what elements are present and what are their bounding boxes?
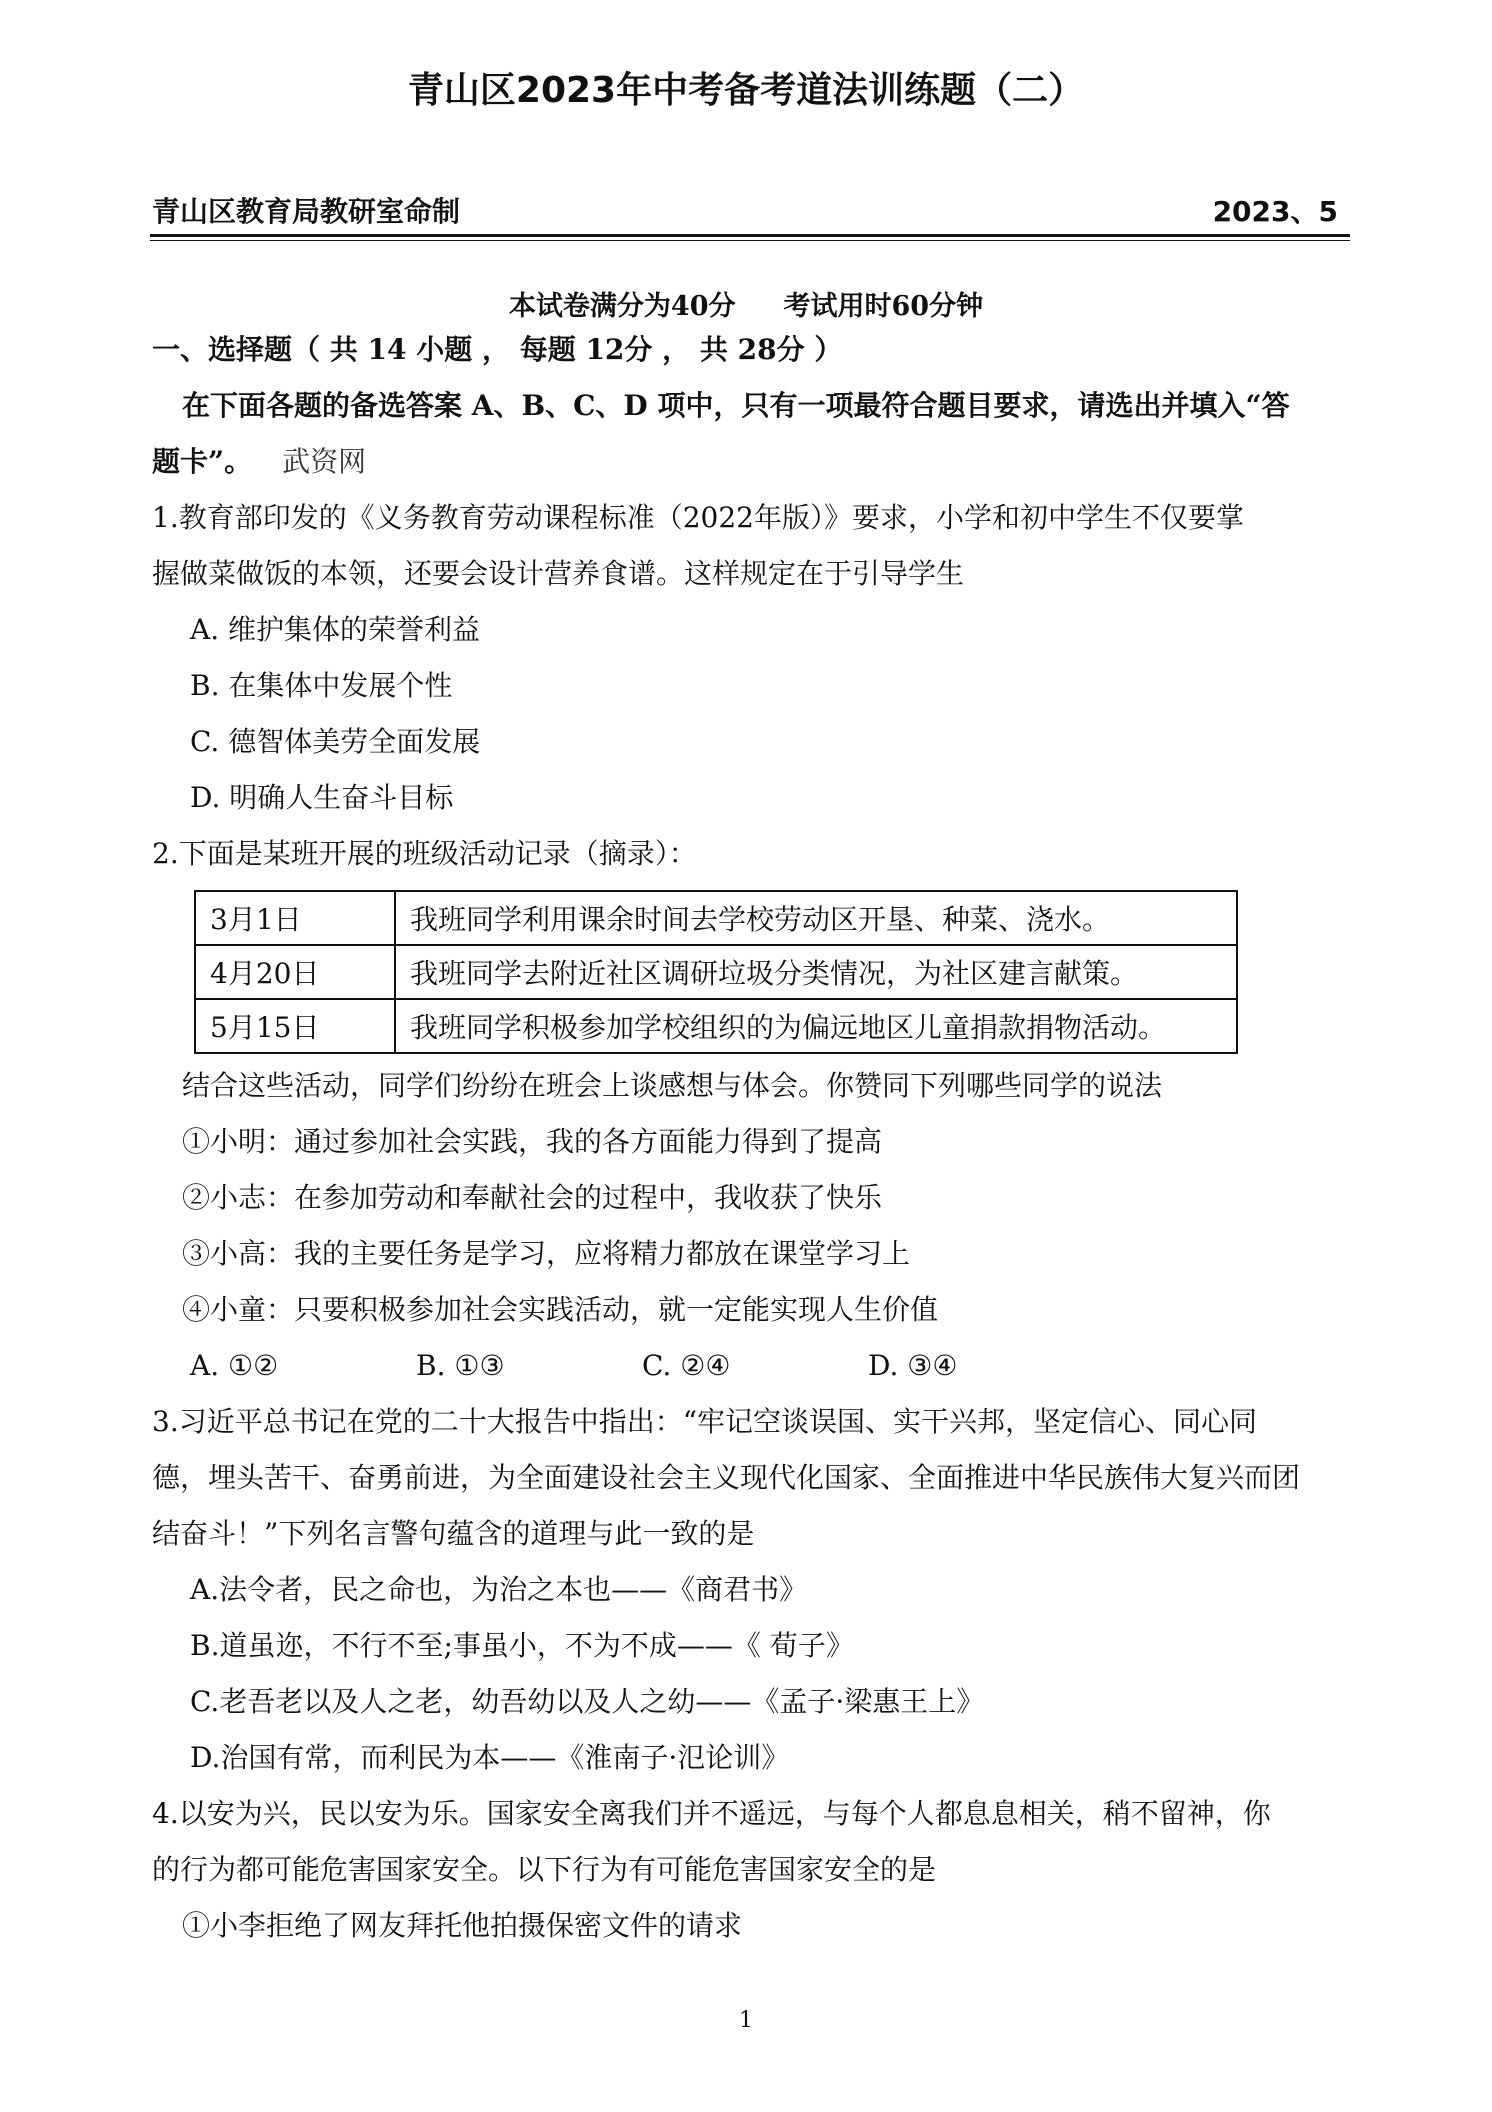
q2-statement-4: ④小童：只要积极参加社会实践活动，就一定能实现人生价值: [182, 1293, 939, 1326]
section-heading: 一、选择题（ 共 14 小题 ， 每题 12分 ， 共 28分 ）: [152, 333, 843, 366]
record-event: 我班同学去附近社区调研垃圾分类情况，为社区建言献策。: [395, 945, 1237, 999]
q3-stem-2: 德，埋头苦干、奋勇前进，为全面建设社会主义现代化国家、全面推进中华民族伟大复兴而团: [152, 1461, 1301, 1494]
q2-option-b: B. ①③: [416, 1349, 505, 1382]
page-title: 青山区2023年中考备考道法训练题（二）: [407, 70, 1085, 111]
time-info: 考试用时60分钟: [783, 291, 984, 322]
q3-option-d: D.治国有常，而利民为本——《淮南子·氾论训》: [190, 1741, 790, 1774]
page-number: 1: [739, 2008, 753, 2033]
q1-option-b: B. 在集体中发展个性: [190, 669, 453, 702]
q2-statement-1: ①小明：通过参加社会实践，我的各方面能力得到了提高: [182, 1125, 883, 1158]
instruction-line-1: 在下面各题的备选答案 A、B、C、D 项中，只有一项最符合题目要求，请选出并填入“答: [182, 389, 1290, 422]
q2-statement-3: ③小高：我的主要任务是学习，应将精力都放在课堂学习上: [182, 1237, 911, 1270]
q4-stem-1: 4.以安为兴，民以安为乐。国家安全离我们并不遥远，与每个人都息息相关，稍不留神，你: [152, 1797, 1271, 1830]
q3-stem-1: 3.习近平总书记在党的二十大报告中指出：“牢记空谈误国、实干兴邦，坚定信心、同心同: [152, 1405, 1258, 1438]
q2-stem: 2.下面是某班开展的班级活动记录（摘录）：: [152, 837, 697, 870]
q1-option-a: A. 维护集体的荣誉利益: [190, 613, 481, 646]
q4-statement-1: ①小李拒绝了网友拜托他拍摄保密文件的请求: [182, 1909, 743, 1942]
q4-stem-2: 的行为都可能危害国家安全。以下行为有可能危害国家安全的是: [152, 1853, 937, 1886]
record-date: 4月20日: [195, 945, 395, 999]
q3-option-b: B.道虽迩，不行不至;事虽小，不为不成——《 荀子》: [190, 1629, 854, 1662]
q1-stem-2: 握做菜做饭的本领，还要会设计营养食谱。这样规定在于引导学生: [152, 557, 965, 590]
table-row: [195, 945, 1237, 999]
header-row: [152, 190, 1338, 230]
exam-body: [152, 322, 1338, 1954]
q2-options: [152, 1338, 1338, 1394]
exam-info: [0, 284, 1492, 323]
instruction-line-2: 题卡”。: [152, 445, 253, 478]
instruction-line-2-row: [152, 434, 1338, 490]
q3-option-c: C.老吾老以及人之老，幼吾幼以及人之幼——《孟子·梁惠王上》: [190, 1685, 985, 1718]
score-info: 本试卷满分为40分: [508, 291, 736, 322]
header-rule-thin: [150, 240, 1350, 241]
q2-prompt: 结合这些活动，同学们纷纷在班会上谈感想与体会。你赞同下列哪些同学的说法: [182, 1069, 1163, 1102]
q3-option-a: A.法令者，民之命也，为治之本也——《商君书》: [190, 1573, 808, 1606]
record-event: 我班同学利用课余时间去学校劳动区开垦、种菜、浇水。: [395, 891, 1237, 945]
q2-option-c: C. ②④: [642, 1349, 731, 1382]
header-date: 2023、5: [1212, 195, 1338, 228]
table-row: [195, 999, 1237, 1053]
q2-option-d: D. ③④: [868, 1349, 958, 1382]
header-rule-thick: [150, 234, 1350, 237]
record-event: 我班同学积极参加学校组织的为偏远地区儿童捐款捐物活动。: [395, 999, 1237, 1053]
q1-option-d: D. 明确人生奋斗目标: [190, 781, 454, 814]
activity-record-table: [194, 890, 1238, 1054]
q1-stem-1: 1.教育部印发的《义务教育劳动课程标准（2022年版）》要求，小学和初中学生不仅要掌: [152, 501, 1244, 534]
record-date: 5月15日: [195, 999, 395, 1053]
watermark-text: 武资网: [282, 445, 367, 478]
table-row: [195, 891, 1237, 945]
q3-stem-3: 结奋斗！”下列名言警句蕴含的道理与此一致的是: [152, 1517, 755, 1550]
q2-option-a: A. ①②: [190, 1349, 279, 1382]
q2-statement-2: ②小志：在参加劳动和奉献社会的过程中，我收获了快乐: [182, 1181, 883, 1214]
q1-option-c: C. 德智体美劳全面发展: [190, 725, 481, 758]
header-issuer: 青山区教育局教研室命制: [152, 195, 461, 228]
record-date: 3月1日: [195, 891, 395, 945]
